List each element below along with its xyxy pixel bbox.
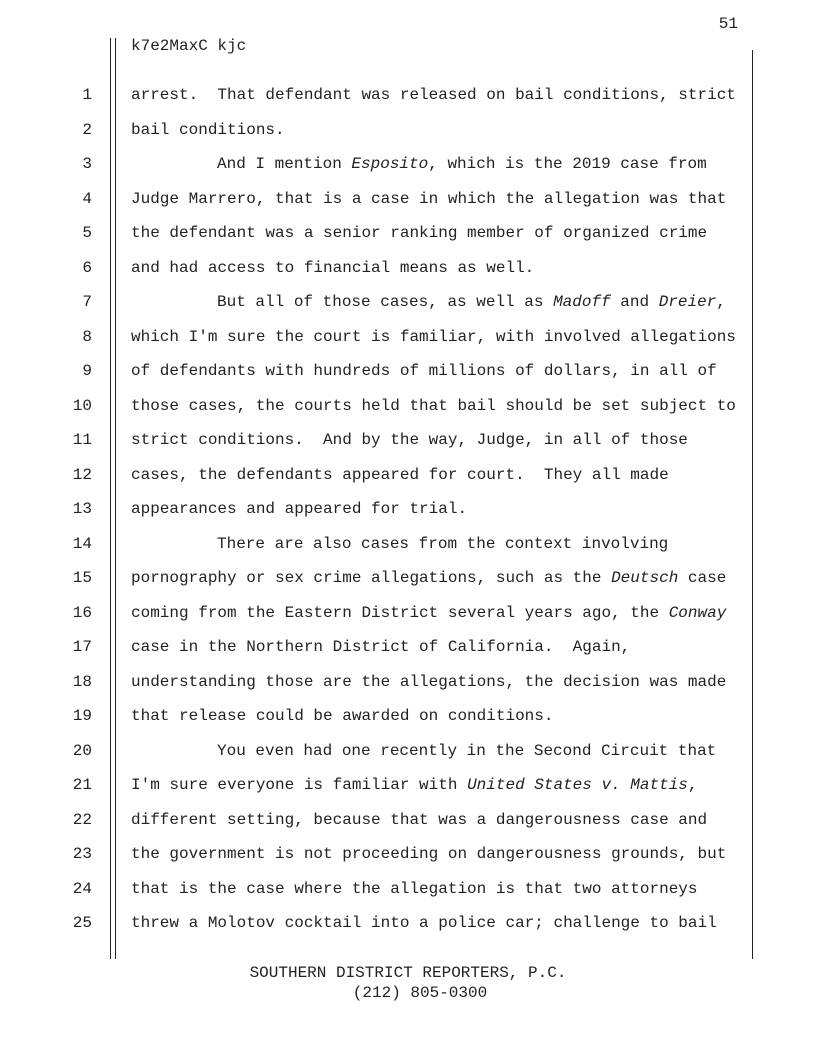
line-number: 6: [82, 258, 92, 277]
text-segment: coming from the Eastern District several years ago, the: [131, 603, 669, 622]
line-number: 15: [72, 569, 92, 587]
line-text: [131, 189, 726, 209]
text-segment: appearances and appeared for trial.: [131, 500, 468, 518]
line-number: 13: [72, 500, 92, 518]
line-text: [217, 741, 716, 761]
line-text: [131, 844, 726, 864]
line-text: [131, 223, 707, 243]
line-number: 1: [82, 86, 92, 104]
line-number: 9: [82, 362, 92, 380]
line-number: 3: [82, 155, 92, 173]
text-segment: that is the case where the allegation is that two attorneys: [131, 879, 698, 898]
line-text: [131, 499, 467, 519]
text-segment: pornography or sex crime allegations, such as the: [131, 569, 612, 587]
text-segment: bail conditions.: [131, 120, 285, 139]
line-number: 24: [72, 879, 92, 898]
line-text: [131, 879, 698, 899]
line-number: 14: [72, 534, 92, 553]
line-text: [131, 603, 726, 623]
text-segment: strict conditions. And by the way, Judge, in all of those: [131, 431, 688, 449]
transcript-header: k7e2MaxC kjc: [131, 37, 247, 55]
case-name-italic: Madoff: [553, 293, 611, 311]
line-text: [217, 534, 668, 554]
text-segment: those cases, the courts held that bail should be set subject to: [131, 396, 736, 415]
line-number: 2: [82, 120, 92, 139]
text-segment: the defendant was a senior ranking member of organized crime: [131, 224, 708, 242]
line-text: [131, 361, 717, 381]
text-segment: ,: [687, 776, 698, 794]
left-margin-rule-inner: [115, 38, 116, 959]
line-number: 23: [72, 845, 92, 863]
text-segment: But all of those cases, as well as: [217, 293, 554, 311]
text-segment: and: [610, 293, 659, 311]
text-segment: I'm sure everyone is familiar with: [131, 776, 468, 794]
line-text: [131, 396, 736, 416]
line-text: [131, 85, 736, 105]
case-name-italic: Conway: [668, 603, 727, 622]
case-name-italic: United States v. Mattis: [467, 776, 688, 794]
text-segment: threw a Molotov cocktail into a police car; challenge to bail: [131, 914, 717, 932]
left-margin-rule-outer: [110, 38, 111, 959]
line-number: 16: [72, 603, 92, 622]
line-text: [131, 568, 726, 588]
text-segment: different setting, because that was a dangerousness case and: [131, 810, 708, 829]
text-segment: case in the Northern District of California. Again,: [131, 638, 631, 656]
footer-phone: (212) 805-0300: [352, 984, 488, 1002]
line-text: [217, 292, 726, 312]
text-segment: You even had one recently in the Second Circuit that: [217, 741, 717, 760]
line-text: [131, 672, 726, 692]
text-segment: that release could be awarded on conditions.: [131, 707, 554, 725]
line-number: 20: [72, 741, 92, 760]
line-text: [131, 706, 553, 726]
line-text: [131, 120, 285, 140]
line-number: 25: [72, 914, 92, 932]
text-segment: the government is not proceeding on dangerousness grounds, but: [131, 845, 727, 863]
line-number: 4: [82, 189, 92, 208]
text-segment: understanding those are the allegations, the decision was made: [131, 672, 727, 691]
text-segment: cases, the defendants appeared for court. They all made: [131, 465, 669, 484]
line-text: [131, 913, 717, 933]
text-segment: arrest. That defendant was released on bail conditions, strict: [131, 86, 736, 104]
text-segment: and had access to financial means as well.: [131, 258, 535, 277]
line-text: [131, 775, 698, 795]
line-number: 17: [72, 638, 92, 656]
line-text: [131, 327, 736, 347]
page-number: 51: [718, 15, 738, 33]
text-segment: of defendants with hundreds of millions of dollars, in all of: [131, 362, 717, 380]
text-segment: case: [678, 569, 727, 587]
text-segment: ,: [716, 293, 726, 311]
line-text: [131, 465, 669, 485]
line-text: [131, 810, 707, 830]
line-number: 11: [72, 431, 92, 449]
case-name-italic: Dreier: [658, 293, 717, 311]
line-text: [131, 637, 630, 657]
line-number: 10: [72, 396, 92, 415]
footer-company: SOUTHERN DISTRICT REPORTERS, P.C.: [249, 964, 567, 982]
line-text: [131, 258, 534, 278]
text-segment: There are also cases from the context involving: [217, 534, 669, 553]
line-number: 21: [72, 776, 92, 794]
line-number: 22: [72, 810, 92, 829]
text-segment: Judge Marrero, that is a case in which the allegation was that: [131, 189, 727, 208]
line-number: 8: [82, 327, 92, 346]
line-number: 7: [82, 293, 92, 311]
line-text: [131, 430, 688, 450]
line-number: 18: [72, 672, 92, 691]
text-segment: And I mention: [217, 155, 352, 173]
right-margin-rule: [752, 50, 753, 959]
line-number: 19: [72, 707, 92, 725]
line-text: [217, 154, 707, 174]
line-number: 5: [82, 224, 92, 242]
text-segment: , which is the 2019 case from: [428, 155, 707, 173]
case-name-italic: Deutsch: [611, 569, 679, 587]
case-name-italic: Esposito: [351, 155, 429, 173]
line-number: 12: [72, 465, 92, 484]
text-segment: which I'm sure the court is familiar, with involved allegations: [131, 327, 736, 346]
